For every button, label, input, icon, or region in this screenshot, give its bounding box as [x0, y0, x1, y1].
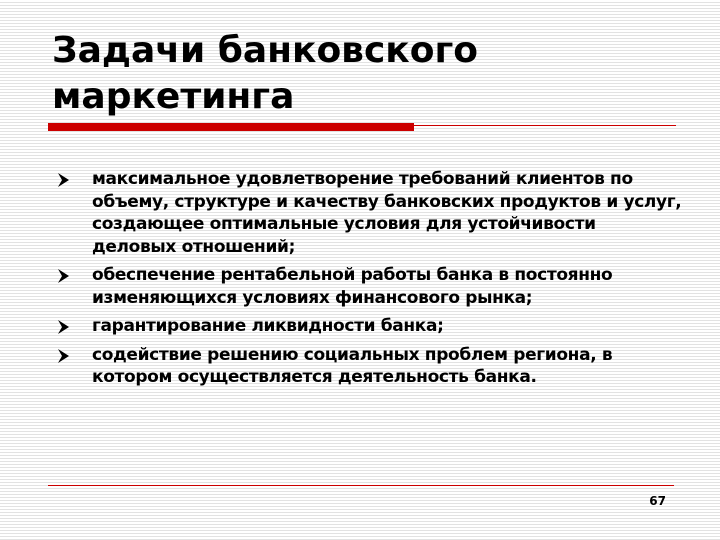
arrowhead-bullet-icon [56, 266, 72, 286]
bullet-text: гарантирование ликвидности банка; [92, 316, 444, 336]
slide-title: Задачи банковского маркетинга [52, 30, 479, 117]
bullet-list [52, 168, 682, 395]
list-item [52, 264, 682, 309]
bullet-text: максимальное удовлетворение требований клиентов по объему, структуре и качеству банковских продуктов и услуг, создающее оптимальные условия для устойчивости деловых отношений; [92, 169, 682, 257]
arrowhead-bullet-icon [56, 317, 72, 337]
bullet-text: обеспечение рентабельной работы банка в постоянно изменяющихся условиях финансового рынка; [92, 265, 613, 308]
title-underline-thick [48, 123, 414, 131]
page-number: 67 [649, 494, 666, 508]
title-underline-thin [414, 125, 676, 126]
list-item [52, 168, 682, 258]
bullet-text: содействие решению социальных проблем региона, в котором осуществляется деятельность банка. [92, 344, 613, 387]
arrowhead-bullet-icon [56, 346, 72, 366]
footer-divider [48, 485, 674, 486]
arrowhead-bullet-icon [56, 170, 72, 190]
list-item [52, 315, 682, 338]
list-item [52, 344, 682, 389]
